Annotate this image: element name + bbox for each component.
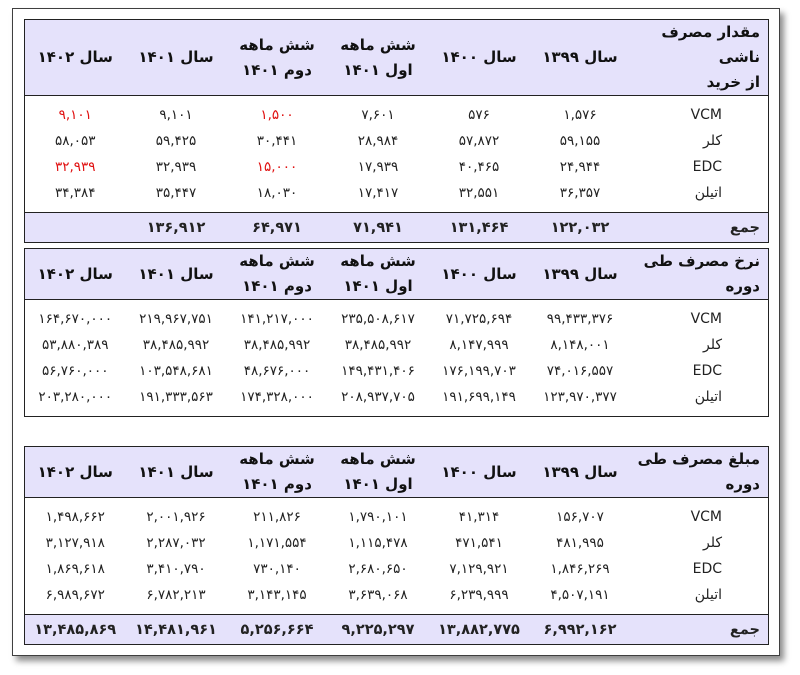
table-cell: ۷۴,۰۱۶,۵۵۷ [546, 363, 614, 379]
table-cell: ۳۵,۴۴۷ [155, 185, 197, 201]
table-cell: ۳,۶۳۹,۰۶۸ [348, 587, 408, 603]
row-name: EDC [692, 159, 722, 175]
column-header-line: سال ۱۴۰۰ [441, 48, 517, 66]
row-name: اتیلن [694, 389, 722, 405]
table-cell: ۲۰۳,۲۸۰,۰۰۰ [38, 389, 113, 405]
table-cell: ۹,۱۰۱ [58, 107, 92, 123]
table-row [25, 128, 769, 154]
table-cell: ۳۶,۳۵۷ [559, 185, 601, 201]
table-row [25, 582, 769, 615]
table-cell: ۱۶۴,۶۷۰,۰۰۰ [38, 311, 113, 327]
table-row [25, 530, 769, 556]
table-cell: ۳۸,۴۸۵,۹۹۲ [243, 337, 311, 353]
row-label-header [631, 447, 769, 498]
table-cell: ۳۸,۴۸۵,۹۹۲ [142, 337, 210, 353]
table-cell: ۹,۱۰۱ [159, 107, 193, 123]
column-header [126, 447, 227, 498]
total-cell: ۱۳۶,۹۱۲ [126, 213, 227, 243]
total-label: جمع [631, 213, 769, 243]
table-cell: ۶,۲۳۹,۹۹۹ [449, 587, 509, 603]
table-cell: ۱,۱۷۱,۵۵۴ [247, 535, 307, 551]
column-header [126, 20, 227, 96]
table-cell: ۱۹۱,۶۹۹,۱۴۹ [442, 389, 516, 405]
table-row [25, 358, 769, 384]
table-cell: ۳,۱۲۷,۹۱۸ [45, 535, 105, 551]
column-header [328, 249, 429, 300]
table-row [25, 332, 769, 358]
table-row [25, 180, 769, 213]
total-row [25, 615, 769, 645]
header-row [25, 20, 769, 96]
column-header-line: شش ماهه [340, 450, 416, 468]
table-cell: ۱۴۱,۲۱۷,۰۰۰ [240, 311, 314, 327]
row-name: VCM [690, 509, 722, 525]
column-header-line: دوم ۱۴۰۱ [242, 277, 312, 295]
row-label-header [631, 20, 769, 96]
column-header [429, 447, 530, 498]
table-row [25, 384, 769, 417]
table-row [25, 154, 769, 180]
row-label-header [631, 249, 769, 300]
table-cell: ۶,۷۸۲,۲۱۳ [146, 587, 206, 603]
table-cell: ۱۷,۹۳۹ [357, 159, 399, 175]
column-header [328, 20, 429, 96]
table-cell: ۱۷,۴۱۷ [357, 185, 399, 201]
table-cell: ۲,۶۸۰,۶۵۰ [348, 561, 408, 577]
table-cell: ۱,۷۹۰,۱۰۱ [348, 509, 408, 525]
table-cell: ۲,۰۰۱,۹۲۶ [146, 509, 206, 525]
column-header-line: سال ۱۳۹۹ [542, 48, 618, 66]
column-header [530, 249, 631, 300]
column-header-line: شش ماهه [340, 252, 416, 270]
table-cell: ۷,۱۲۹,۹۲۱ [449, 561, 509, 577]
table-cell: ۳,۴۱۰,۷۹۰ [146, 561, 206, 577]
table-cell: ۱۸,۰۳۰ [256, 185, 298, 201]
table-cell: ۳۰,۴۴۱ [256, 133, 298, 149]
column-header [429, 249, 530, 300]
row-name: اتیلن [694, 587, 722, 603]
column-header [530, 20, 631, 96]
column-header [227, 249, 328, 300]
table-cell: ۲۸,۹۸۴ [357, 133, 399, 149]
table-cell: ۱,۸۴۶,۲۶۹ [550, 561, 610, 577]
table-cell: ۳,۱۴۳,۱۴۵ [247, 587, 307, 603]
column-header-line: اول ۱۴۰۱ [343, 475, 413, 493]
row-name: VCM [690, 107, 722, 123]
row-name: VCM [690, 311, 722, 327]
table-title-line: مقدار مصرف ناشی [661, 23, 760, 66]
column-header-line: سال ۱۳۹۹ [542, 462, 618, 481]
consumption-amount-table [24, 446, 769, 645]
table-cell: ۲۳۵,۵۰۸,۶۱۷ [341, 311, 415, 327]
table-cell: ۷۱,۷۲۵,۶۹۴ [445, 311, 513, 327]
table-cell: ۵۸,۰۵۳ [54, 133, 96, 149]
column-header [227, 20, 328, 96]
total-label: جمع [631, 615, 769, 645]
table-cell: ۳۲,۵۵۱ [458, 185, 500, 201]
column-header-line: سال ۱۴۰۱ [138, 462, 214, 481]
table-cell: ۱۷۴,۳۲۸,۰۰۰ [240, 389, 314, 405]
table-title-line: مبلغ مصرف طی [637, 450, 760, 468]
table-cell: ۷۳۰,۱۴۰ [253, 561, 301, 577]
table-cell: ۵۹,۱۵۵ [559, 133, 601, 149]
table-cell: ۳۴,۳۸۴ [54, 185, 96, 201]
total-cell: ۱۴,۴۸۱,۹۶۱ [126, 615, 227, 645]
total-cell: ۱۳,۴۸۵,۸۶۹ [25, 615, 126, 645]
table-cell: ۱,۸۶۹,۶۱۸ [45, 561, 105, 577]
column-header-line: سال ۱۴۰۲ [37, 48, 113, 66]
column-header-line: سال ۱۴۰۲ [37, 462, 113, 481]
table-cell: ۱,۵۰۰ [260, 107, 294, 123]
table-cell: ۵۹,۴۲۵ [155, 133, 197, 149]
table-cell: ۴۷۱,۵۴۱ [455, 535, 503, 551]
column-header [227, 447, 328, 498]
header-row [25, 447, 769, 498]
column-header-line: شش ماهه [239, 252, 315, 270]
column-header-line: سال ۱۴۰۰ [441, 264, 517, 283]
table-cell: ۱,۱۱۵,۴۷۸ [348, 535, 408, 551]
table-cell: ۷,۶۰۱ [361, 107, 395, 123]
column-header [530, 447, 631, 498]
table-cell: ۳۲,۹۳۹ [155, 159, 197, 175]
table-cell: ۲,۲۸۷,۰۳۲ [146, 535, 206, 551]
table-cell: ۱۲۳,۹۷۰,۳۷۷ [543, 389, 617, 405]
row-name: EDC [692, 561, 722, 577]
column-header [25, 447, 126, 498]
row-name: کلر [702, 337, 722, 353]
total-cell [25, 213, 126, 243]
table-cell: ۴۱,۳۱۴ [458, 509, 500, 525]
row-name: EDC [692, 363, 722, 379]
table-cell: ۵۷۶ [468, 107, 490, 123]
table-cell: ۱,۴۹۸,۶۶۲ [45, 509, 105, 525]
table-cell: ۲۰۸,۹۳۷,۷۰۵ [341, 389, 415, 405]
table-cell: ۱۴۹,۴۳۱,۴۰۶ [341, 363, 415, 379]
total-cell: ۶۴,۹۷۱ [227, 213, 328, 243]
column-header [429, 20, 530, 96]
table-row [25, 96, 769, 129]
table-cell: ۹۹,۴۳۳,۳۷۶ [546, 311, 614, 327]
purchase-consumption-table [24, 19, 769, 243]
table-cell: ۳۸,۴۸۵,۹۹۲ [344, 337, 412, 353]
table-cell: ۸,۱۴۷,۹۹۹ [449, 337, 509, 353]
total-cell: ۱۳۱,۴۶۴ [429, 213, 530, 243]
column-header-line: شش ماهه [239, 450, 315, 468]
table-cell: ۲۴,۹۴۴ [559, 159, 601, 175]
table-cell: ۱۷۶,۱۹۹,۷۰۳ [442, 363, 516, 379]
table-row [25, 300, 769, 333]
table-cell: ۴,۵۰۷,۱۹۱ [550, 587, 610, 603]
table-cell: ۵۳,۸۸۰,۳۸۹ [41, 337, 109, 353]
report-frame [12, 8, 780, 656]
column-header-line: دوم ۱۴۰۱ [242, 475, 312, 493]
table-cell: ۱۵۶,۷۰۷ [556, 509, 604, 525]
table-cell: ۱,۵۷۶ [563, 107, 597, 123]
table-cell: ۶,۹۸۹,۶۷۲ [45, 587, 105, 603]
table-cell: ۸,۱۴۸,۰۰۱ [550, 337, 610, 353]
column-header [328, 447, 429, 498]
table-title-line: از خرید [706, 73, 760, 91]
total-cell: ۷۱,۹۴۱ [328, 213, 429, 243]
consumption-rate-table [24, 248, 769, 417]
table-cell: ۴۰,۴۶۵ [458, 159, 500, 175]
column-header-line: سال ۱۴۰۱ [138, 48, 214, 66]
column-header-line: سال ۱۴۰۰ [441, 462, 517, 481]
table-cell: ۴۸۱,۹۹۵ [556, 535, 604, 551]
column-header-line: اول ۱۴۰۱ [343, 277, 413, 295]
column-header-line: سال ۱۳۹۹ [542, 264, 618, 283]
column-header-line: شش ماهه [239, 35, 315, 54]
table-title-line: دوره [725, 475, 760, 493]
table-cell: ۲۱۱,۸۲۶ [253, 509, 301, 525]
row-name: کلر [702, 133, 722, 149]
column-header-line: اول ۱۴۰۱ [343, 60, 413, 79]
table-cell: ۱۵,۰۰۰ [256, 159, 298, 175]
row-name: اتیلن [694, 185, 722, 201]
table-cell: ۵۶,۷۶۰,۰۰۰ [41, 363, 109, 379]
column-header [25, 20, 126, 96]
column-header-line: دوم ۱۴۰۱ [242, 60, 312, 79]
total-cell: ۱۲۲,۰۳۲ [530, 213, 631, 243]
total-row [25, 213, 769, 243]
total-cell: ۹,۲۲۵,۲۹۷ [328, 615, 429, 645]
table-cell: ۴۸,۶۷۶,۰۰۰ [243, 363, 311, 379]
column-header-line: سال ۱۴۰۱ [138, 264, 214, 283]
table-title-line: نرخ مصرف طی دوره [643, 252, 760, 295]
header-row [25, 249, 769, 300]
column-header-line: سال ۱۴۰۲ [37, 264, 113, 283]
table-row [25, 498, 769, 531]
table-cell: ۳۲,۹۳۹ [54, 159, 96, 175]
row-name: کلر [702, 535, 722, 551]
column-header [25, 249, 126, 300]
column-header [126, 249, 227, 300]
table-cell: ۱۹۱,۳۳۳,۵۶۳ [139, 389, 213, 405]
table-row [25, 556, 769, 582]
total-cell: ۶,۹۹۲,۱۶۲ [530, 615, 631, 645]
column-header-line: شش ماهه [340, 35, 416, 54]
table-cell: ۲۱۹,۹۶۷,۷۵۱ [139, 311, 213, 327]
table-cell: ۱۰۳,۵۴۸,۶۸۱ [139, 363, 213, 379]
total-cell: ۵,۲۵۶,۶۶۴ [227, 615, 328, 645]
total-cell: ۱۳,۸۸۲,۷۷۵ [429, 615, 530, 645]
table-cell: ۵۷,۸۷۲ [458, 133, 500, 149]
